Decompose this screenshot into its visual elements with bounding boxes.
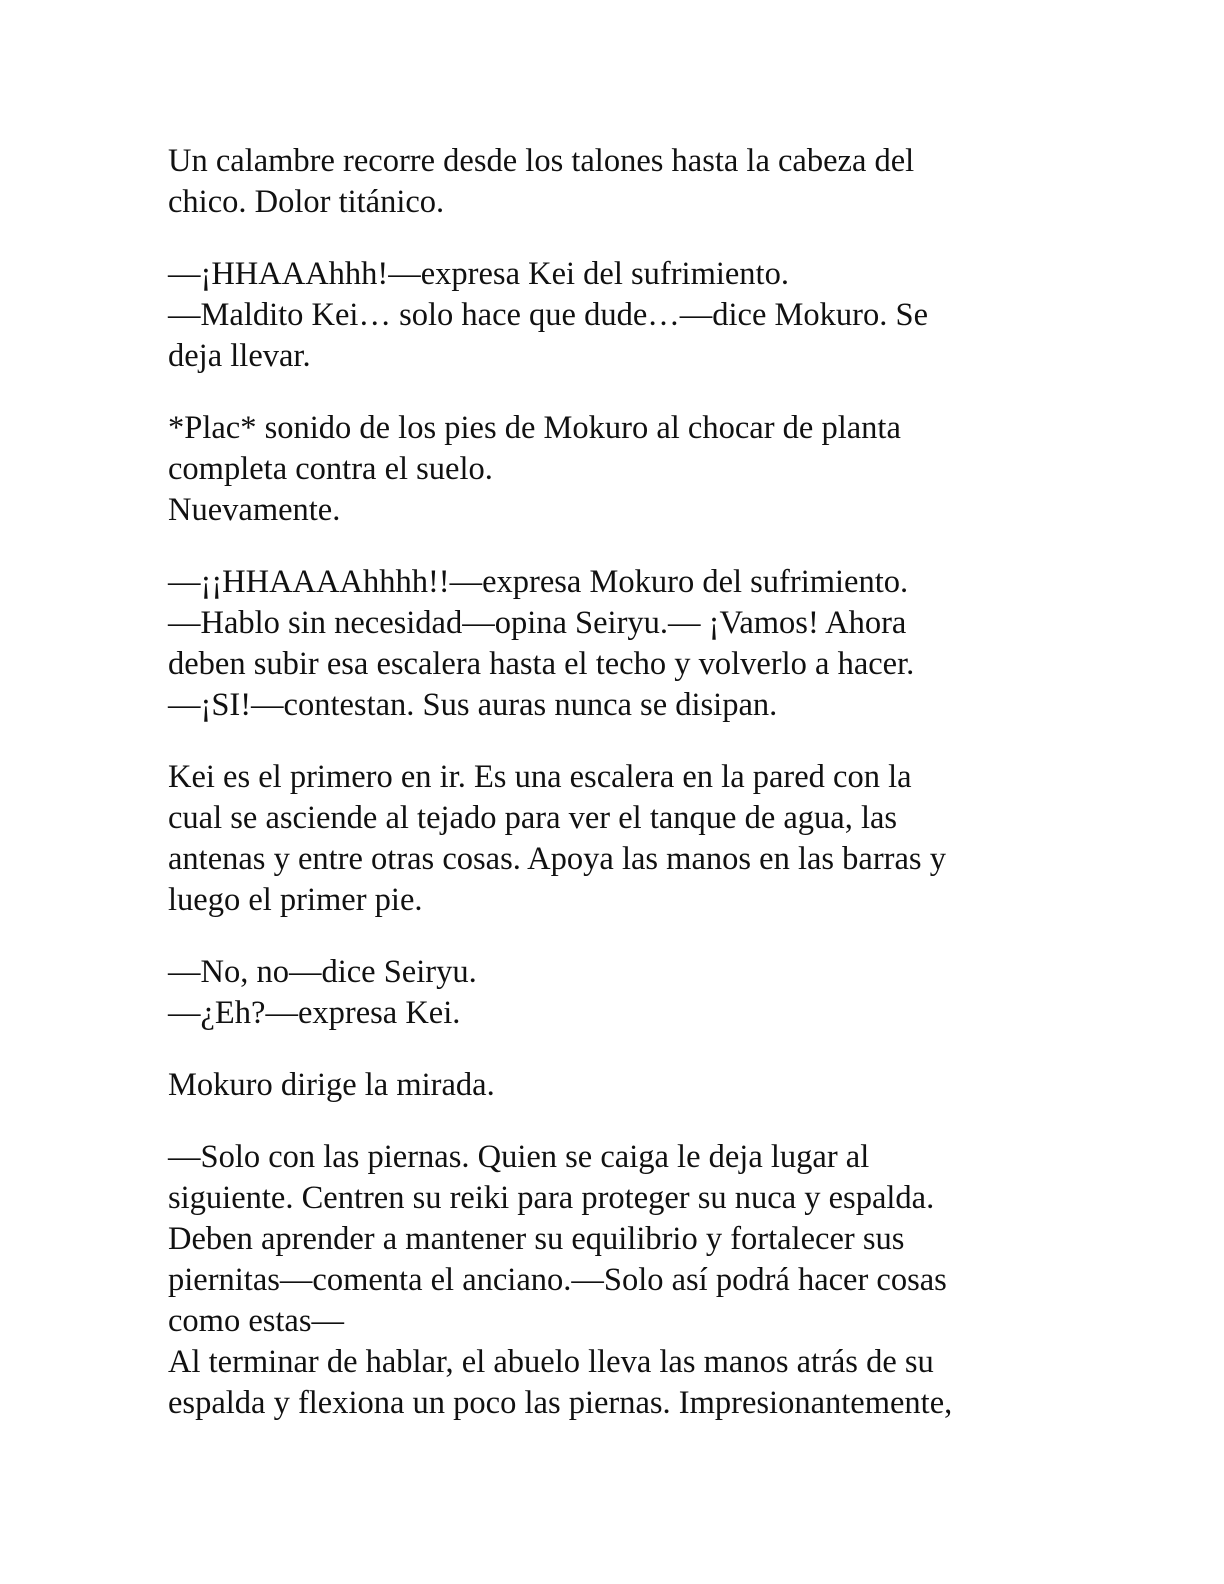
text-line: —No, no—dice Seiryu.: [168, 954, 477, 990]
text-line: —¡HHAAAhhh!—expresa Kei del sufrimiento.: [168, 256, 789, 292]
text-line: Nuevamente.: [168, 492, 341, 528]
text-line: Kei es el primero en ir. Es una escalera en la pared con la: [168, 759, 912, 795]
text-line: *Plac* sonido de los pies de Mokuro al chocar de planta: [168, 410, 901, 446]
text-line: espalda y flexiona un poco las piernas. Impresionantemente,: [168, 1385, 953, 1421]
text-line: siguiente. Centren su reiki para proteger su nuca y espalda.: [168, 1180, 935, 1216]
text-line: como estas—: [168, 1303, 345, 1339]
paragraph: [168, 562, 1048, 726]
paragraph: [168, 757, 1048, 921]
text-line: Al terminar de hablar, el abuelo lleva las manos atrás de su: [168, 1344, 934, 1380]
paragraph: [168, 141, 1048, 223]
text-line: completa contra el suelo.: [168, 451, 493, 487]
paragraph: [168, 952, 1048, 1034]
text-line: piernitas—comenta el anciano.—Solo así podrá hacer cosas: [168, 1262, 947, 1298]
text-line: Mokuro dirige la mirada.: [168, 1067, 495, 1103]
paragraph: [168, 1137, 1048, 1424]
paragraph: [168, 1065, 1048, 1106]
text-line: —Hablo sin necesidad—opina Seiryu.— ¡Vamos! Ahora: [168, 605, 907, 641]
paragraph: [168, 408, 1048, 531]
text-line: cual se asciende al tejado para ver el tanque de agua, las: [168, 800, 898, 836]
text-line: Un calambre recorre desde los talones hasta la cabeza del: [168, 143, 915, 179]
text-line: —¡SI!—contestan. Sus auras nunca se disipan.: [168, 687, 778, 723]
text-line: —Solo con las piernas. Quien se caiga le deja lugar al: [168, 1139, 870, 1175]
text-line: chico. Dolor titánico.: [168, 184, 445, 220]
text-line: —¡¡HHAAAAhhhh!!—expresa Mokuro del sufrimiento.: [168, 564, 909, 600]
text-line: luego el primer pie.: [168, 882, 423, 918]
text-line: deben subir esa escalera hasta el techo y volverlo a hacer.: [168, 646, 915, 682]
paragraph: [168, 254, 1048, 377]
text-line: deja llevar.: [168, 338, 311, 374]
text-line: —Maldito Kei… solo hace que dude…—dice Mokuro. Se: [168, 297, 928, 333]
text-line: antenas y entre otras cosas. Apoya las manos en las barras y: [168, 841, 946, 877]
body-text: [168, 141, 1048, 1424]
text-line: Deben aprender a mantener su equilibrio y fortalecer sus: [168, 1221, 905, 1257]
text-line: —¿Eh?—expresa Kei.: [168, 995, 461, 1031]
